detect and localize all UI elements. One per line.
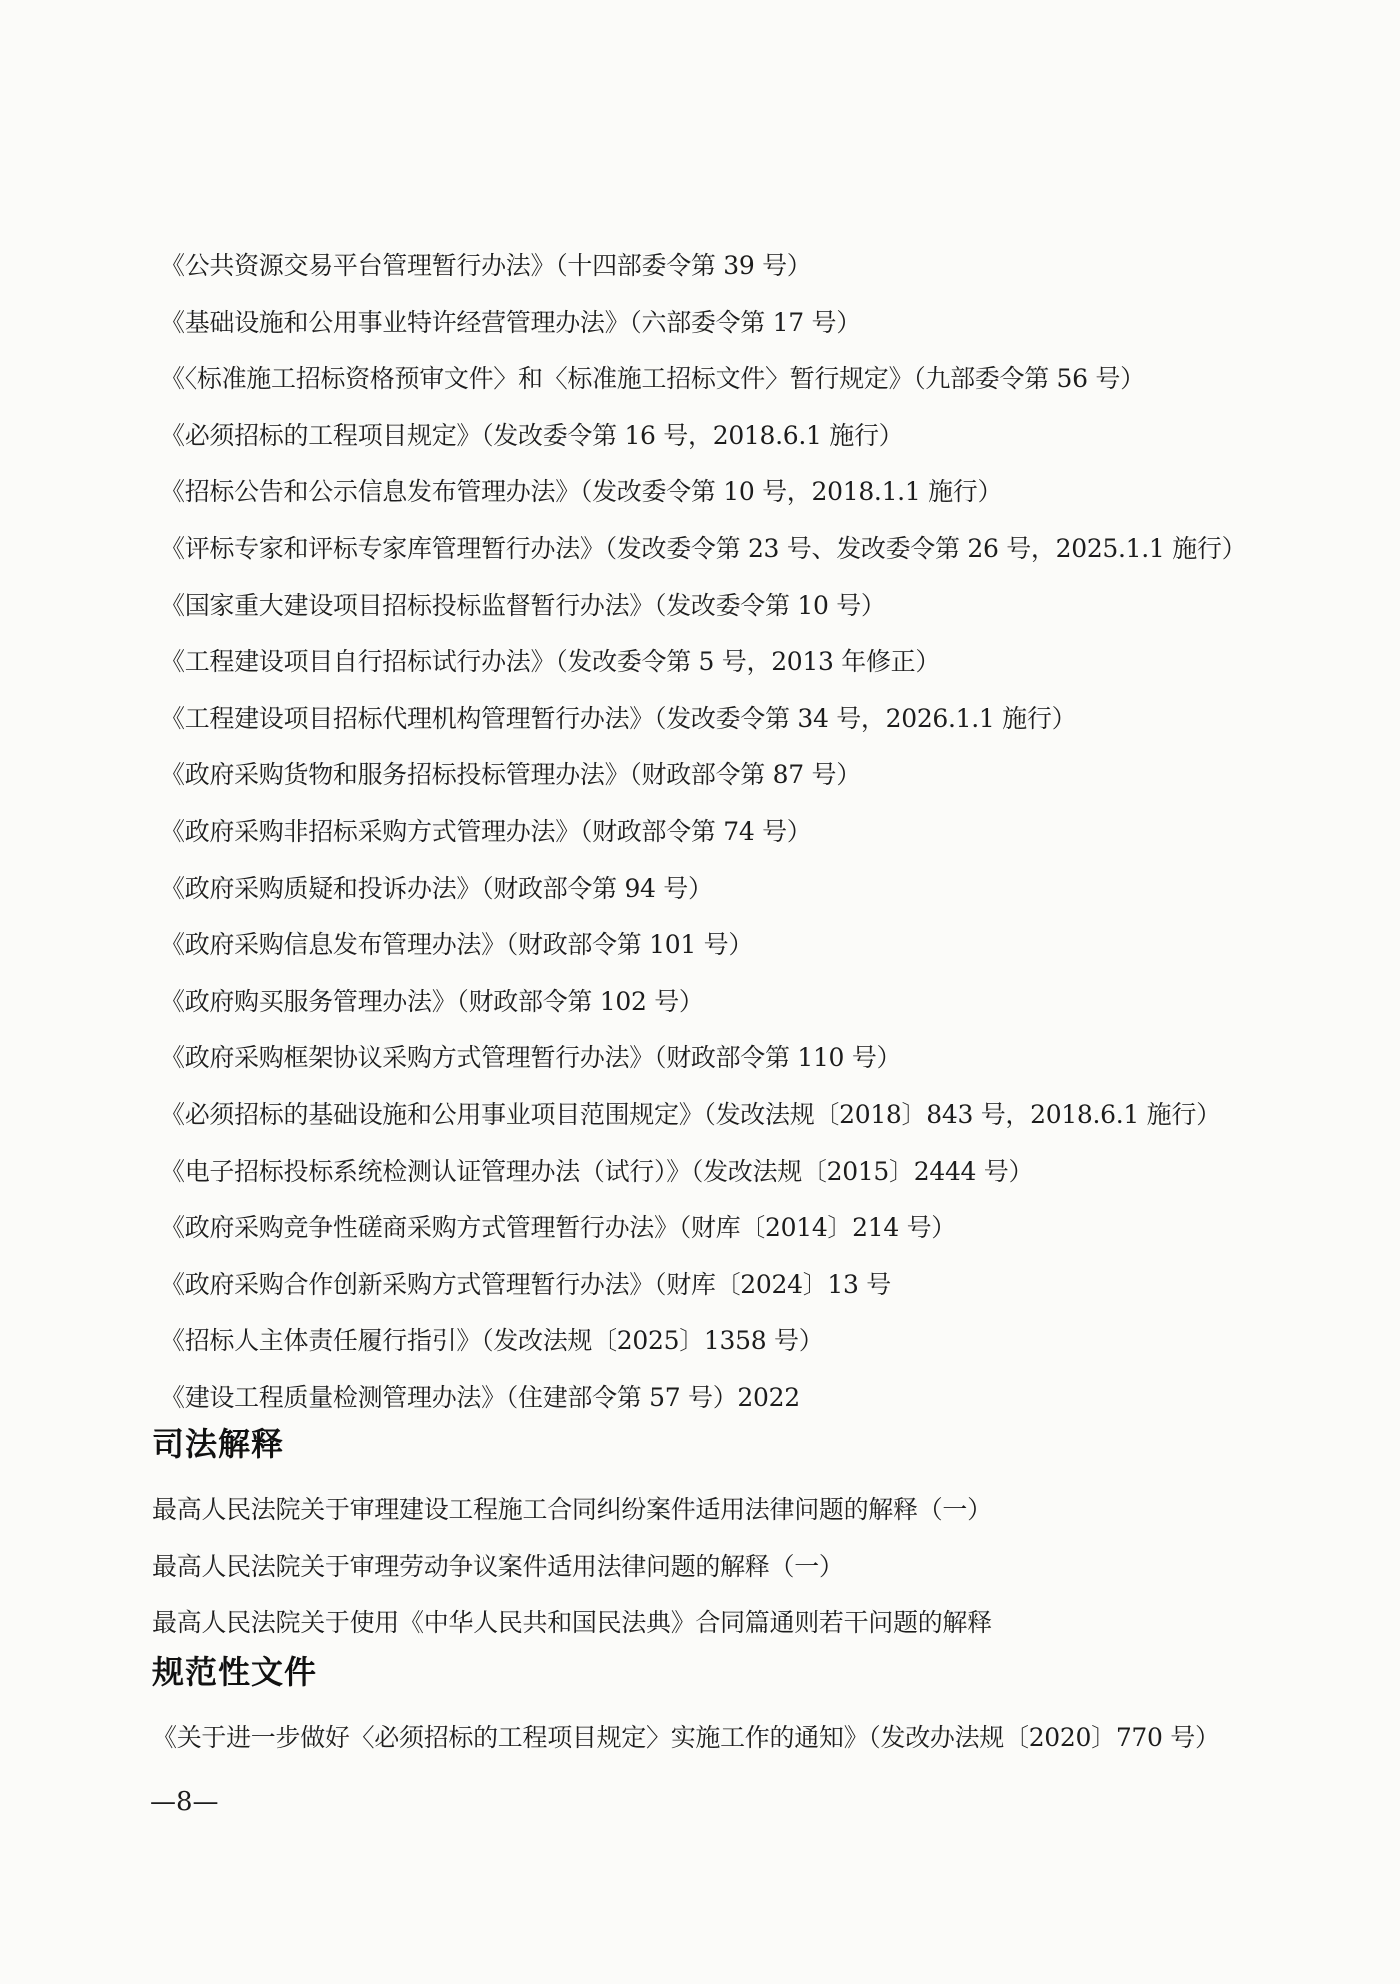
- section-heading-judicial: 司法解释: [152, 1425, 285, 1463]
- list-item: 《公共资源交易平台管理暂行办法》（十四部委令第 39 号）: [160, 251, 812, 280]
- list-item: 《招标人主体责任履行指引》（发改法规〔2025〕1358 号）: [160, 1326, 824, 1356]
- list-item: 《基础设施和公用事业特许经营管理办法》（六部委令第 17 号）: [160, 307, 861, 337]
- list-item: 《政府采购质疑和投诉办法》（财政部令第 94 号）: [160, 873, 713, 903]
- list-item: 《工程建设项目招标代理机构管理暂行办法》（发改委令第 34 号，2026.1.1 施行）: [160, 703, 1077, 733]
- list-item: 《政府采购信息发布管理办法》（财政部令第 101 号）: [160, 930, 754, 960]
- judicial-list: [152, 1488, 1302, 1658]
- list-item: 《政府采购框架协议采购方式管理暂行办法》（财政部令第 110 号）: [160, 1043, 902, 1073]
- list-item: 《必须招标的基础设施和公用事业项目范围规定》（发改法规〔2018〕843 号，2018.6.1 施行）: [160, 1099, 1221, 1129]
- list-item: 最高人民法院关于审理劳动争议案件适用法律问题的解释（一）: [152, 1551, 844, 1581]
- list-item: 《国家重大建设项目招标投标监督暂行办法》（发改委令第 10 号）: [160, 590, 886, 620]
- section-heading-normative: 规范性文件: [152, 1653, 318, 1691]
- list-item: 《关于进一步做好〈必须招标的工程项目规定〉实施工作的通知》（发改办法规〔2020〕770 号）: [152, 1723, 1220, 1752]
- normative-list: [152, 1716, 1302, 1773]
- list-item: 《政府采购合作创新采购方式管理暂行办法》（财库〔2024〕13 号: [160, 1269, 891, 1299]
- list-item: 《建设工程质量检测管理办法》（住建部令第 57 号）2022: [160, 1382, 800, 1412]
- list-item: 最高人民法院关于使用《中华人民共和国民法典》合同篇通则若干问题的解释: [152, 1608, 992, 1638]
- list-item: 《政府采购非招标采购方式管理办法》（财政部令第 74 号）: [160, 816, 812, 846]
- list-item: 《必须招标的工程项目规定》（发改委令第 16 号，2018.6.1 施行）: [160, 420, 904, 450]
- page-number: —8—: [150, 1787, 219, 1817]
- list-item: 《招标公告和公示信息发布管理办法》（发改委令第 10 号，2018.1.1 施行）: [160, 477, 1003, 507]
- list-item: 《工程建设项目自行招标试行办法》（发改委令第 5 号，2013 年修正）: [160, 647, 941, 677]
- list-item: 最高人民法院关于审理建设工程施工合同纠纷案件适用法律问题的解释（一）: [152, 1495, 992, 1524]
- list-item: 《政府购买服务管理办法》（财政部令第 102 号）: [160, 986, 704, 1016]
- list-item: 《电子招标投标系统检测认证管理办法（试行）》（发改法规〔2015〕2444 号）: [160, 1156, 1034, 1186]
- list-item: 《政府采购货物和服务招标投标管理办法》（财政部令第 87 号）: [160, 760, 861, 790]
- list-item: 《评标专家和评标专家库管理暂行办法》（发改委令第 23 号、发改委令第 26 号，2025.1.1 施行）: [160, 533, 1247, 563]
- list-item: 《〈标准施工招标资格预审文件〉和〈标准施工招标文件〉暂行规定》（九部委令第 56 号）: [160, 364, 1145, 394]
- list-item: 《政府采购竞争性磋商采购方式管理暂行办法》（财库〔2014〕214 号）: [160, 1213, 956, 1243]
- regulations-list: [160, 244, 1280, 1432]
